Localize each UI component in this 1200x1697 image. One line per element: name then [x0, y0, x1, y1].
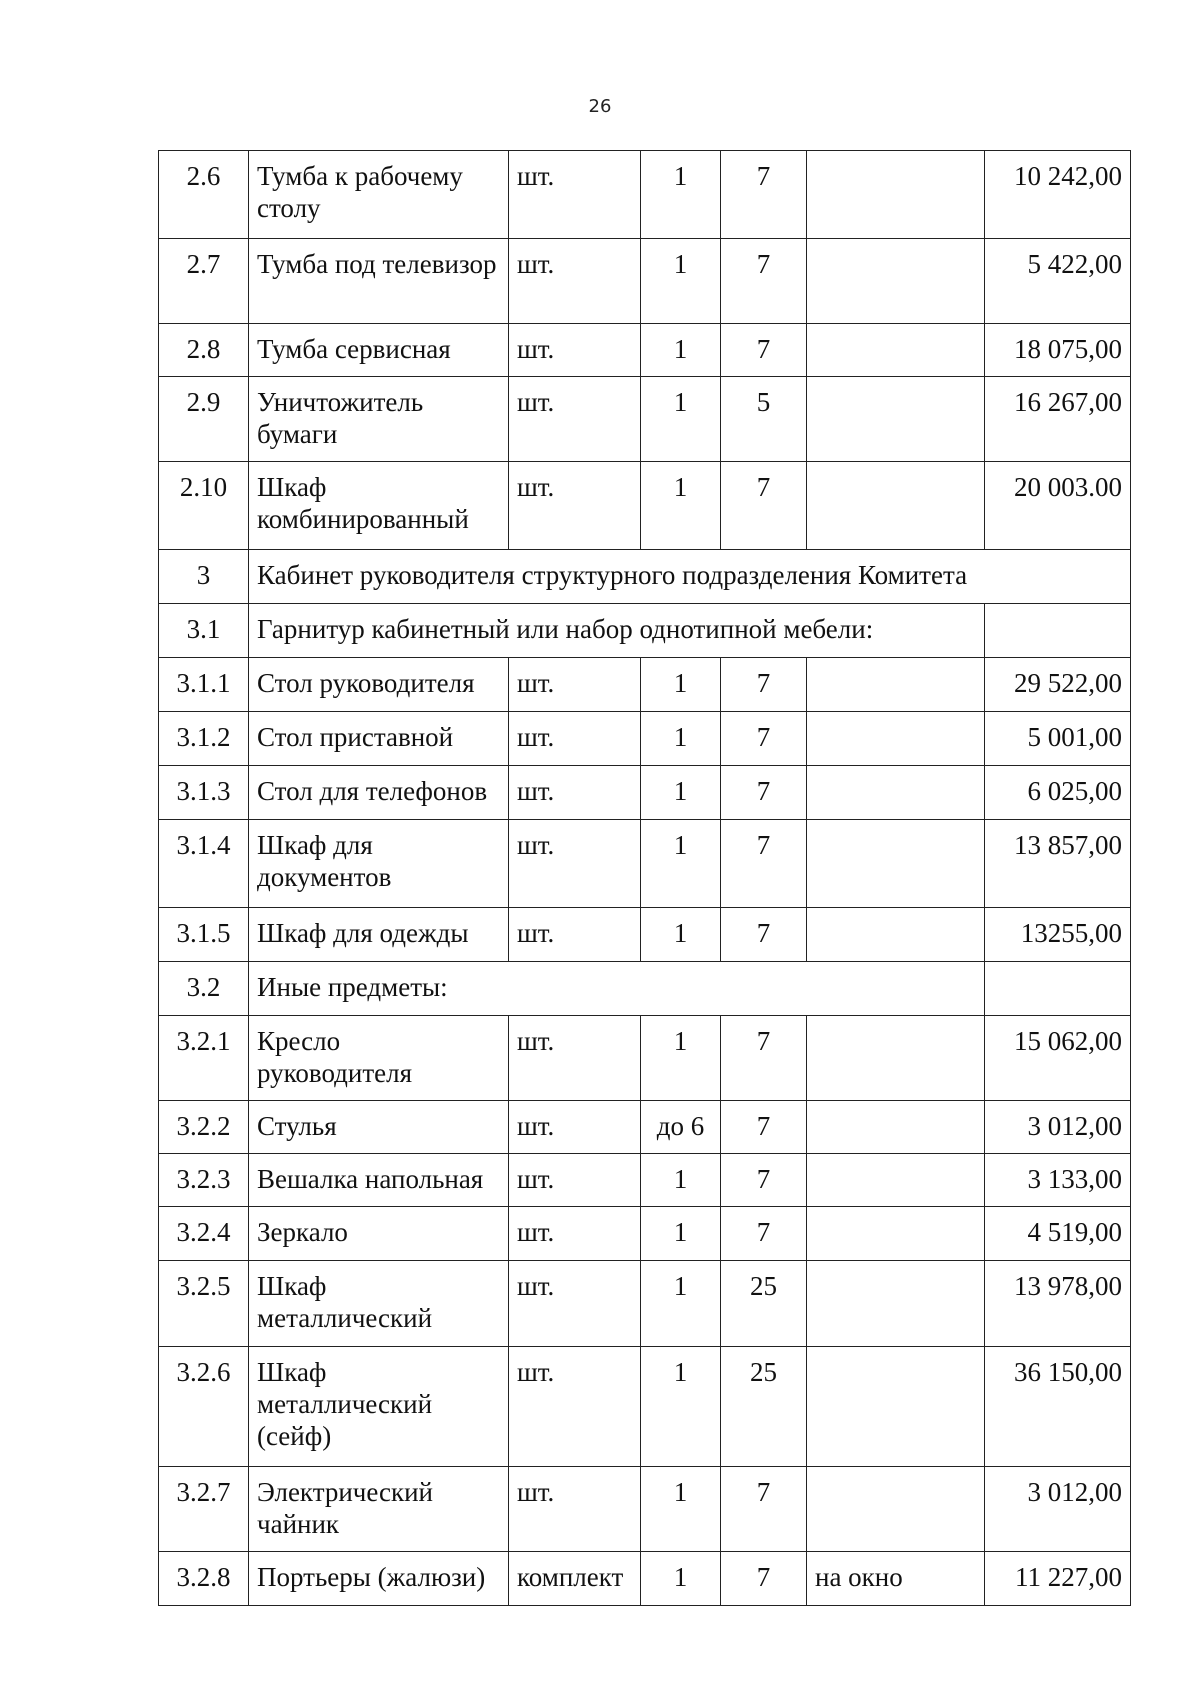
price-cell: 10 242,00: [985, 151, 1131, 239]
item-name: Тумба сервисная: [249, 324, 509, 377]
quantity-cell: 1: [641, 766, 721, 820]
row-number: 2.10: [159, 462, 249, 550]
note-cell: [807, 151, 985, 239]
quantity-cell: 1: [641, 377, 721, 462]
unit-cell: шт.: [509, 1347, 641, 1467]
row-number: 3.2.2: [159, 1101, 249, 1154]
unit-cell: комплект: [509, 1552, 641, 1606]
note-cell: [807, 1101, 985, 1154]
group-row: [159, 962, 1131, 1016]
row-number: 3.2.5: [159, 1261, 249, 1347]
unit-cell: шт.: [509, 1154, 641, 1207]
table-row: [159, 908, 1131, 962]
group-title: Гарнитур кабинетный или набор однотипной мебели:: [249, 604, 985, 658]
table-body: [159, 151, 1131, 1606]
item-name: Зеркало: [249, 1207, 509, 1261]
service-life-cell: 7: [721, 1207, 807, 1261]
group-row: [159, 604, 1131, 658]
note-cell: [807, 377, 985, 462]
row-number: 3.2: [159, 962, 249, 1016]
price-cell: 15 062,00: [985, 1016, 1131, 1101]
note-cell: [807, 658, 985, 712]
table-row: [159, 1552, 1131, 1606]
price-cell-empty: [985, 604, 1131, 658]
item-name: Шкаф металлический (сейф): [249, 1347, 509, 1467]
section-row: [159, 550, 1131, 604]
table-row: [159, 1347, 1131, 1467]
table-row: [159, 324, 1131, 377]
price-cell: 29 522,00: [985, 658, 1131, 712]
row-number: 3.1.3: [159, 766, 249, 820]
item-name: Тумба под телевизор: [249, 239, 509, 324]
row-number: 3: [159, 550, 249, 604]
table-row: [159, 1261, 1131, 1347]
item-name: Тумба к рабочему столу: [249, 151, 509, 239]
unit-cell: шт.: [509, 239, 641, 324]
row-number: 3.1.5: [159, 908, 249, 962]
row-number: 3.2.6: [159, 1347, 249, 1467]
price-cell-empty: [985, 962, 1131, 1016]
service-life-cell: 7: [721, 908, 807, 962]
service-life-cell: 25: [721, 1261, 807, 1347]
item-name: Вешалка напольная: [249, 1154, 509, 1207]
unit-cell: шт.: [509, 151, 641, 239]
table-row: [159, 377, 1131, 462]
unit-cell: шт.: [509, 1467, 641, 1552]
table-row: [159, 1101, 1131, 1154]
table-row: [159, 766, 1131, 820]
furniture-norms-table: [158, 150, 1131, 1606]
unit-cell: шт.: [509, 712, 641, 766]
price-cell: 3 012,00: [985, 1101, 1131, 1154]
note-cell: [807, 820, 985, 908]
price-cell: 3 133,00: [985, 1154, 1131, 1207]
quantity-cell: 1: [641, 658, 721, 712]
unit-cell: шт.: [509, 908, 641, 962]
unit-cell: шт.: [509, 766, 641, 820]
note-cell: [807, 1467, 985, 1552]
row-number: 2.6: [159, 151, 249, 239]
table-row: [159, 820, 1131, 908]
table-row: [159, 712, 1131, 766]
quantity-cell: 1: [641, 1347, 721, 1467]
price-cell: 6 025,00: [985, 766, 1131, 820]
service-life-cell: 7: [721, 1101, 807, 1154]
service-life-cell: 7: [721, 1016, 807, 1101]
quantity-cell: 1: [641, 908, 721, 962]
service-life-cell: 7: [721, 658, 807, 712]
item-name: Стол приставной: [249, 712, 509, 766]
price-cell: 13 857,00: [985, 820, 1131, 908]
quantity-cell: 1: [641, 1261, 721, 1347]
service-life-cell: 7: [721, 712, 807, 766]
unit-cell: шт.: [509, 1261, 641, 1347]
note-cell: [807, 239, 985, 324]
table-row: [159, 151, 1131, 239]
row-number: 3.1.2: [159, 712, 249, 766]
quantity-cell: 1: [641, 1467, 721, 1552]
quantity-cell: до 6: [641, 1101, 721, 1154]
unit-cell: шт.: [509, 462, 641, 550]
quantity-cell: 1: [641, 462, 721, 550]
row-number: 3.1.1: [159, 658, 249, 712]
group-title: Иные предметы:: [249, 962, 985, 1016]
table-row: [159, 1016, 1131, 1101]
note-cell: [807, 766, 985, 820]
table-row: [159, 658, 1131, 712]
note-cell: [807, 1261, 985, 1347]
note-cell: [807, 462, 985, 550]
service-life-cell: 7: [721, 766, 807, 820]
price-cell: 4 519,00: [985, 1207, 1131, 1261]
quantity-cell: 1: [641, 1016, 721, 1101]
row-number: 3.2.4: [159, 1207, 249, 1261]
quantity-cell: 1: [641, 1207, 721, 1261]
unit-cell: шт.: [509, 1101, 641, 1154]
unit-cell: шт.: [509, 377, 641, 462]
price-cell: 13 978,00: [985, 1261, 1131, 1347]
price-cell: 11 227,00: [985, 1552, 1131, 1606]
unit-cell: шт.: [509, 324, 641, 377]
quantity-cell: 1: [641, 820, 721, 908]
service-life-cell: 7: [721, 462, 807, 550]
item-name: Шкаф комбинированный: [249, 462, 509, 550]
service-life-cell: 7: [721, 1552, 807, 1606]
row-number: 3.2.8: [159, 1552, 249, 1606]
price-cell: 3 012,00: [985, 1467, 1131, 1552]
note-cell: [807, 908, 985, 962]
note-cell: [807, 1016, 985, 1101]
unit-cell: шт.: [509, 1016, 641, 1101]
row-number: 3.2.7: [159, 1467, 249, 1552]
price-cell: 16 267,00: [985, 377, 1131, 462]
item-name: Шкаф металлический: [249, 1261, 509, 1347]
note-cell: [807, 712, 985, 766]
quantity-cell: 1: [641, 712, 721, 766]
service-life-cell: 7: [721, 151, 807, 239]
note-cell: [807, 324, 985, 377]
table-row: [159, 1154, 1131, 1207]
service-life-cell: 7: [721, 820, 807, 908]
item-name: Электрический чайник: [249, 1467, 509, 1552]
item-name: Стол руководителя: [249, 658, 509, 712]
table-row: [159, 1467, 1131, 1552]
unit-cell: шт.: [509, 658, 641, 712]
quantity-cell: 1: [641, 151, 721, 239]
unit-cell: шт.: [509, 1207, 641, 1261]
table-row: [159, 462, 1131, 550]
service-life-cell: 7: [721, 1154, 807, 1207]
price-cell: 20 003.00: [985, 462, 1131, 550]
price-cell: 5 422,00: [985, 239, 1131, 324]
item-name: Стол для телефонов: [249, 766, 509, 820]
service-life-cell: 7: [721, 1467, 807, 1552]
price-cell: 18 075,00: [985, 324, 1131, 377]
item-name: Кресло руководителя: [249, 1016, 509, 1101]
service-life-cell: 7: [721, 239, 807, 324]
quantity-cell: 1: [641, 1154, 721, 1207]
table-row: [159, 1207, 1131, 1261]
service-life-cell: 5: [721, 377, 807, 462]
row-number: 3.1: [159, 604, 249, 658]
note-cell: [807, 1347, 985, 1467]
item-name: Шкаф для одежды: [249, 908, 509, 962]
row-number: 3.2.1: [159, 1016, 249, 1101]
price-cell: 36 150,00: [985, 1347, 1131, 1467]
unit-cell: шт.: [509, 820, 641, 908]
service-life-cell: 25: [721, 1347, 807, 1467]
quantity-cell: 1: [641, 1552, 721, 1606]
section-title: Кабинет руководителя структурного подразделения Комитета: [249, 550, 1131, 604]
quantity-cell: 1: [641, 324, 721, 377]
row-number: 2.7: [159, 239, 249, 324]
quantity-cell: 1: [641, 239, 721, 324]
row-number: 3.2.3: [159, 1154, 249, 1207]
note-cell: [807, 1207, 985, 1261]
note-cell: [807, 1154, 985, 1207]
item-name: Шкаф для документов: [249, 820, 509, 908]
note-cell: на окно: [807, 1552, 985, 1606]
item-name: Стулья: [249, 1101, 509, 1154]
row-number: 3.1.4: [159, 820, 249, 908]
price-cell: 5 001,00: [985, 712, 1131, 766]
item-name: Уничтожитель бумаги: [249, 377, 509, 462]
service-life-cell: 7: [721, 324, 807, 377]
table-row: [159, 239, 1131, 324]
price-cell: 13255,00: [985, 908, 1131, 962]
item-name: Портьеры (жалюзи): [249, 1552, 509, 1606]
row-number: 2.8: [159, 324, 249, 377]
row-number: 2.9: [159, 377, 249, 462]
page-number: 26: [588, 96, 612, 117]
